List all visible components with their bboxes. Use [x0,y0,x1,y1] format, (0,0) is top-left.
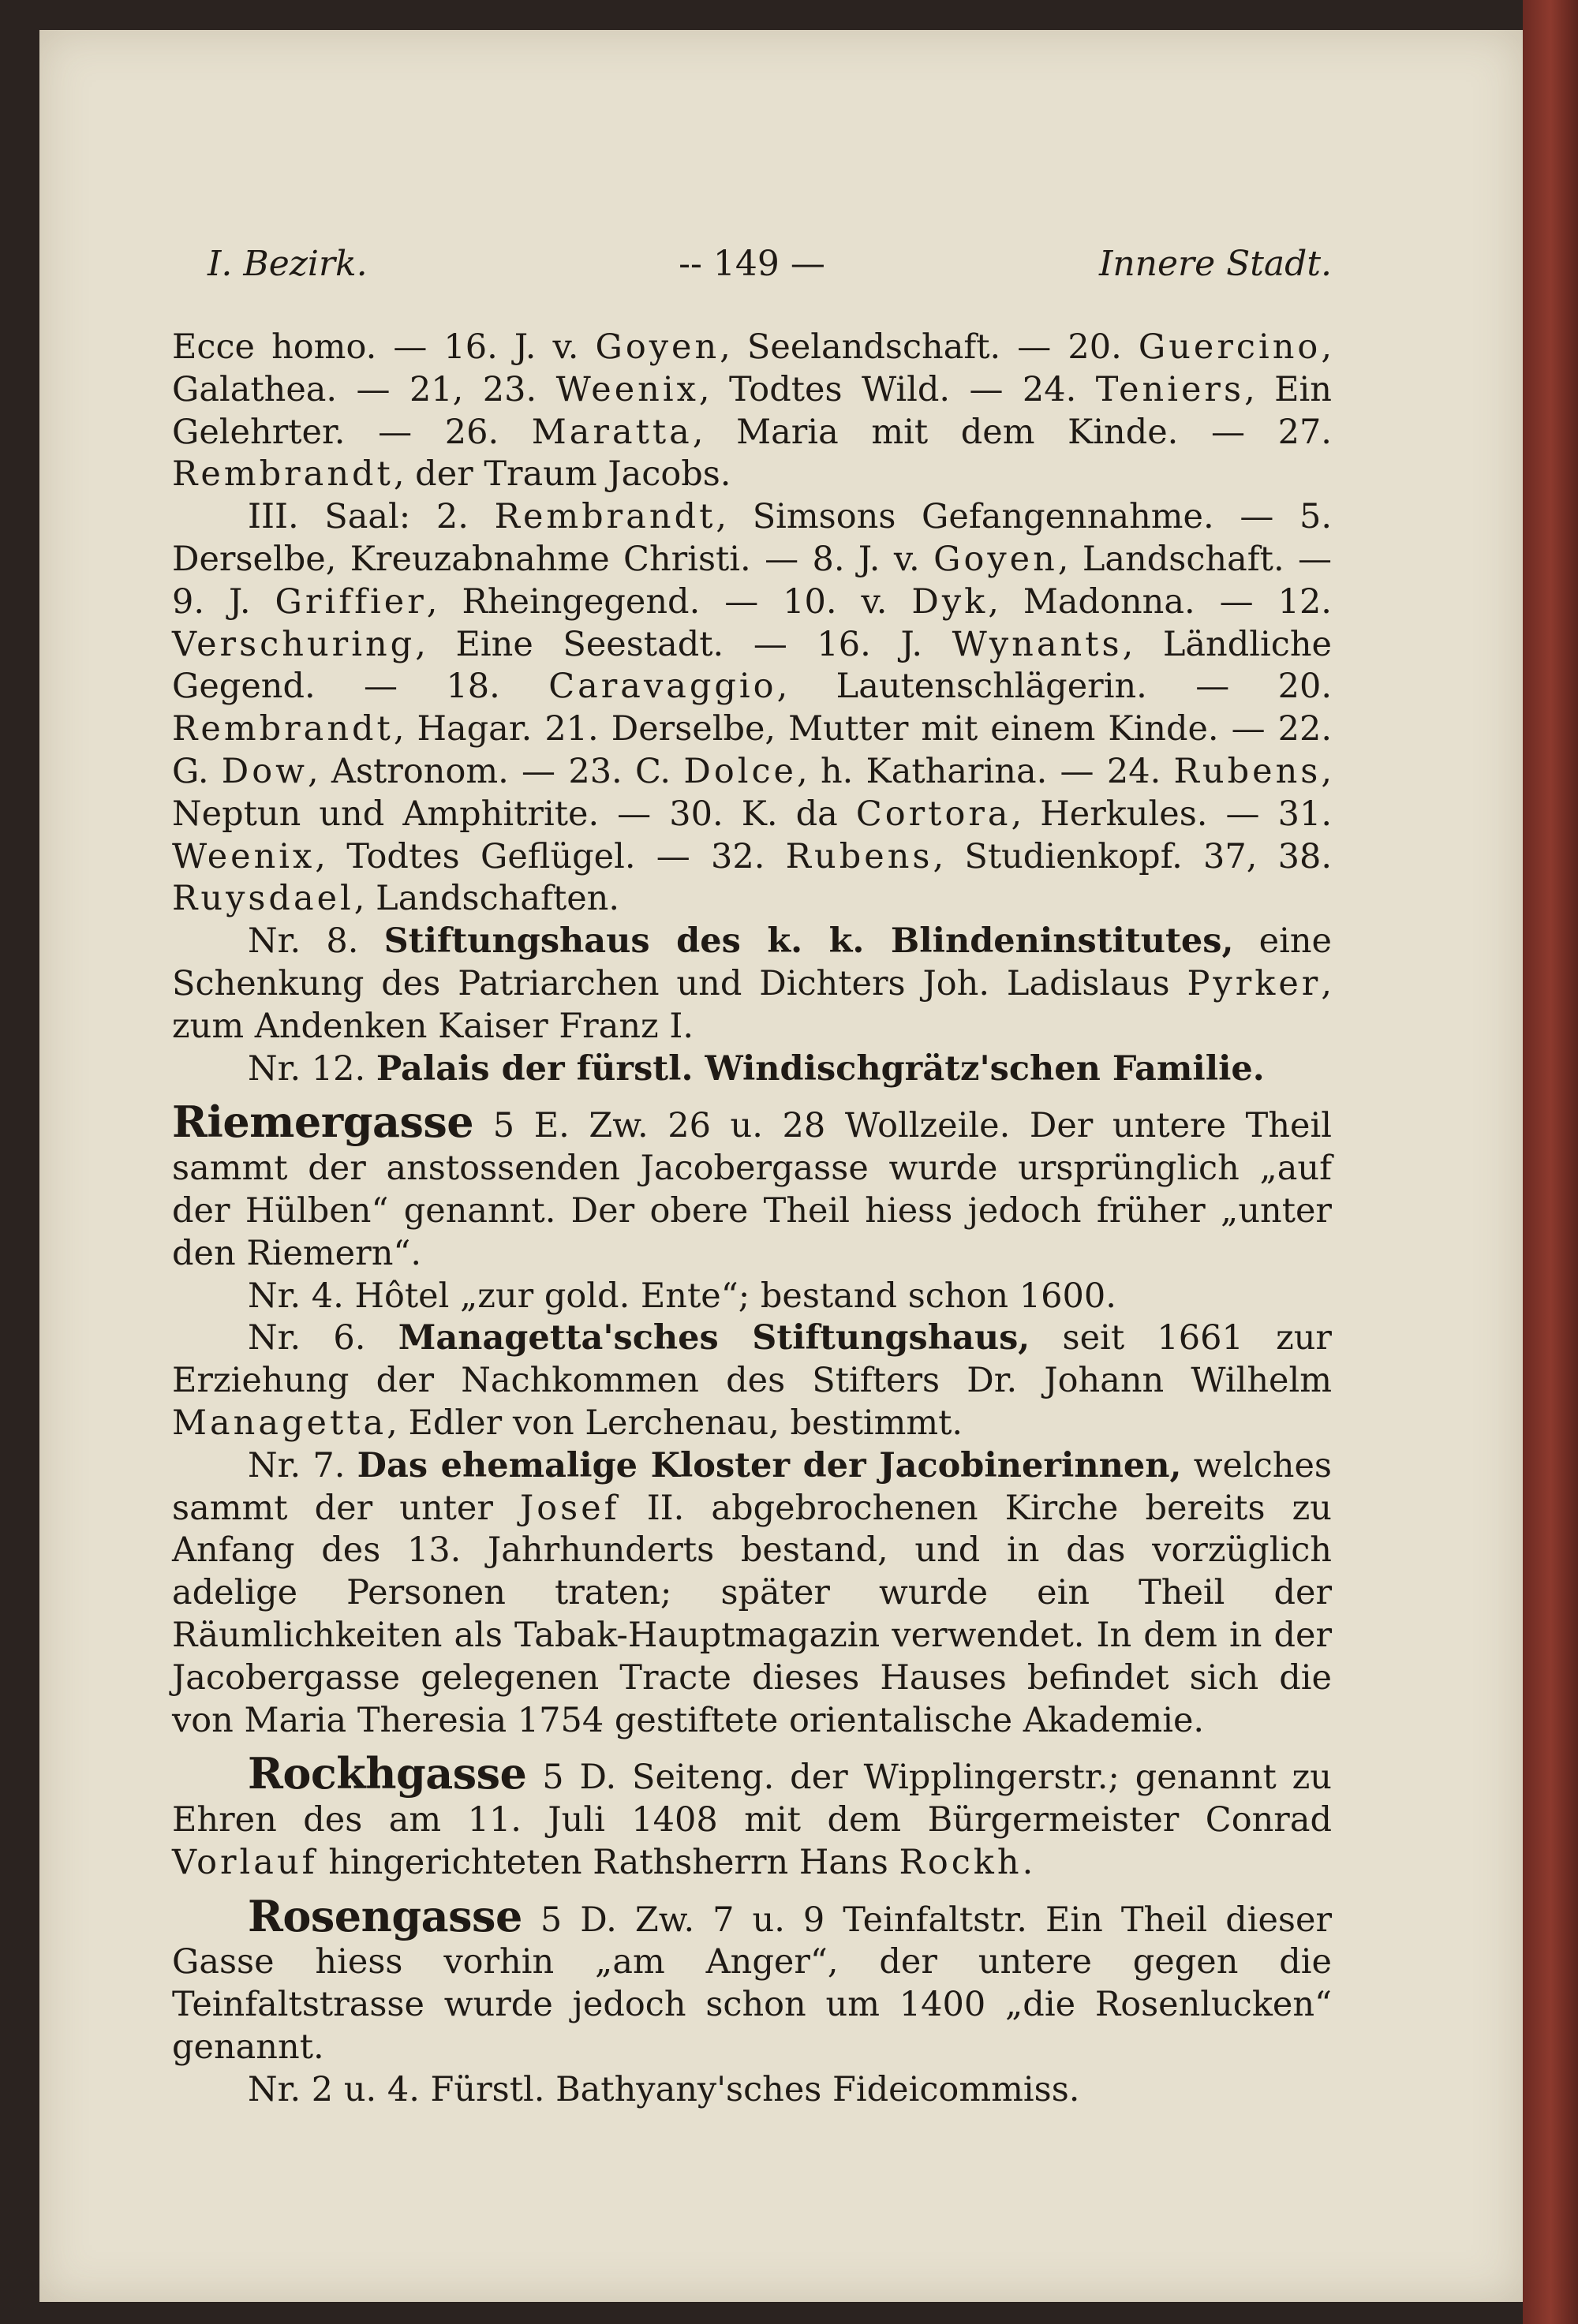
text-run: , Hagar. 21. Derselbe, Mutter mit einem Kinde. — 22. G. [172,709,1332,791]
street-heading: Riemergasse [172,1097,474,1148]
spaced-name: Weenix [172,836,316,876]
spaced-name: Dyk [911,581,989,622]
spaced-name: Guercino [1138,327,1322,367]
spaced-name: Griffier [275,581,427,622]
spaced-name: Rembrandt [172,454,394,495]
bold-term: Managetta'sches Stiftungshaus, [398,1318,1030,1358]
text-run: 5 D. Zw. 7 u. 9 Teinfaltstr. Ein Theil dieser Gasse hiess vorhin „am Anger“, der untere gegen die Teinfaltstrasse wurde jedoch schon um 1400 „die Rosenlucken“ genannt. [172,1900,1332,2068]
text-run: , Neptun und Amphitrite. — 30. K. da [172,751,1333,834]
paragraph-p9 [172,1748,1332,1884]
bold-term: Stiftungshaus des k. k. Blindeninstitutes, [383,921,1234,962]
spaced-name: Teniers [1095,369,1245,409]
text-run: , zum Andenken Kaiser Franz I. [172,963,1332,1046]
spaced-name: Managetta [172,1403,387,1443]
paragraph-p10 [172,1890,1332,2069]
text-run: , Madonna. — 12. [988,581,1332,622]
spaced-name: Dow [221,751,308,791]
text-run: , Galathea. — 21, 23. [172,327,1332,409]
text-run: , Herkules. — 31. [1011,794,1333,834]
spaced-name: Dolce [683,751,797,791]
spaced-name: Goyen [595,327,720,367]
text-run: Nr. 12. [248,1048,376,1089]
spaced-name: Rubens [785,836,933,876]
text-run: , Lautenschlägerin. — 20. [776,667,1332,707]
text-run: 5 E. Zw. 26 u. 28 Wollzeile. Der untere Theil sammt der anstossenden Jacobergasse wurde ursprünglich „auf der Hülben“ genannt. Der obere Theil hiess jedoch früher „unter den Riemern“. [172,1106,1332,1273]
text-run: , Simsons Gefangennahme. — 5. Derselbe, Kreuzabnahme Christi. — 8. J. v. [172,497,1332,579]
text-run: eine Schenkung des Patriarchen und Dichters Joh. Ladislaus [172,921,1332,1003]
spaced-name: Weenix [555,369,699,409]
text-run: , Seelandschaft. — 20. [720,327,1139,367]
header-district: I. Bezirk. [208,244,368,284]
street-heading: Rosengasse [248,1890,522,1941]
text-run: , Landschaft. — 9. J. [172,539,1332,622]
text-run: . [1022,1842,1034,1882]
spaced-name: Vorlauf [172,1842,318,1882]
text-run: , Rheingegend. — 10. v. [426,581,912,622]
text-run: , Landschaften. [353,879,620,919]
text-run: , Studienkopf. 37, 38. [933,836,1332,876]
book-page [39,30,1523,2302]
text-run: , Astronom. — 23. C. [307,751,684,791]
paragraph-p8 [172,1445,1332,1743]
paragraph-p1 [172,327,1332,496]
text-run: , Todtes Wild. — 24. [698,369,1096,409]
street-heading: Rockhgasse [248,1748,527,1799]
spaced-name: Pyrker [1187,963,1322,1003]
text-run: Nr. 4. Hôtel „zur gold. Ente“; bestand schon 1600. [248,1276,1116,1316]
text-run: , Edler von Lerchenau, bestimmt. [387,1403,963,1443]
text-run: welches sammt der unter [172,1445,1332,1528]
spaced-name: Goyen [933,539,1058,579]
body-text [172,327,1332,2112]
text-run: Nr. 6. [248,1318,398,1358]
bold-term: Palais der fürstl. Windischgrätz'schen Familie. [376,1048,1265,1089]
spaced-name: Cortora [855,794,1011,834]
paragraph-p4 [172,1048,1332,1091]
spaced-name: Maratta [531,412,693,452]
text-run: , Eine Seestadt. — 16. J. [415,624,952,664]
text-run: , Ländliche Gegend. — 18. [172,624,1332,707]
text-run: Nr. 8. [248,921,384,962]
text-run: , h. Katharina. — 24. [797,751,1174,791]
text-run: seit 1661 zur Erziehung der Nachkommen des Stifters Dr. Johann Wilhelm [172,1318,1332,1401]
paragraph-p6 [172,1276,1332,1318]
paragraph-p7 [172,1317,1332,1444]
spaced-name: Ruysdael [172,879,354,919]
spaced-name: Verschuring [172,624,416,664]
paragraph-p3 [172,921,1332,1048]
spaced-name: Wynants [952,624,1123,664]
spaced-name: Rockh [899,1842,1023,1882]
spaced-name: Rubens [1173,751,1322,791]
book-spine [1523,0,1578,2324]
header-section: Innere Stadt. [1098,244,1332,284]
paragraph-p2 [172,496,1332,921]
spaced-name: Josef [520,1488,620,1528]
text-run: , Maria mit dem Kinde. — 27. [692,412,1332,452]
text-run: , der Traum Jacobs. [393,454,731,495]
spaced-name: Caravaggio [548,667,777,707]
text-run: hingerichteten Rathsherrn Hans [317,1842,899,1882]
text-run: III. Saal: 2. [248,497,495,537]
bold-term: Das ehemalige Kloster der Jacobinerinnen, [357,1445,1182,1485]
text-run: Ecce homo. — 16. J. v. [172,327,596,367]
spaced-name: Rembrandt [494,497,716,537]
text-run: II. abgebrochenen Kirche bereits zu Anfang des 13. Jahrhunderts bestand, und in das vorzüglich adelige Personen traten; später wurde ein Theil der Räumlichkeiten als Tabak-Hauptmagazin verwendet. In dem in der Jacobergasse gelegenen Tracte dieses Hauses befindet sich die von Maria Theresia 1754 gestiftete orientalische Akademie. [172,1488,1332,1740]
paragraph-p11 [172,2069,1332,2112]
text-run: , Todtes Geflügel. — 32. [315,836,786,876]
paragraph-p5 [172,1097,1332,1275]
text-run: , Ein Gelehrter. — 26. [172,369,1332,452]
text-run: Nr. 7. [248,1445,357,1485]
running-header [172,243,1332,290]
text-run: 5 D. Seiteng. der Wipplingerstr.; genannt zu Ehren des am 11. Juli 1408 mit dem Bürgermeister Conrad [172,1758,1332,1840]
text-run: Nr. 2 u. 4. Fürstl. Bathyany'sches Fideicommiss. [248,2069,1080,2109]
page-number: -- 149 — [679,244,825,284]
spaced-name: Rembrandt [172,709,394,749]
